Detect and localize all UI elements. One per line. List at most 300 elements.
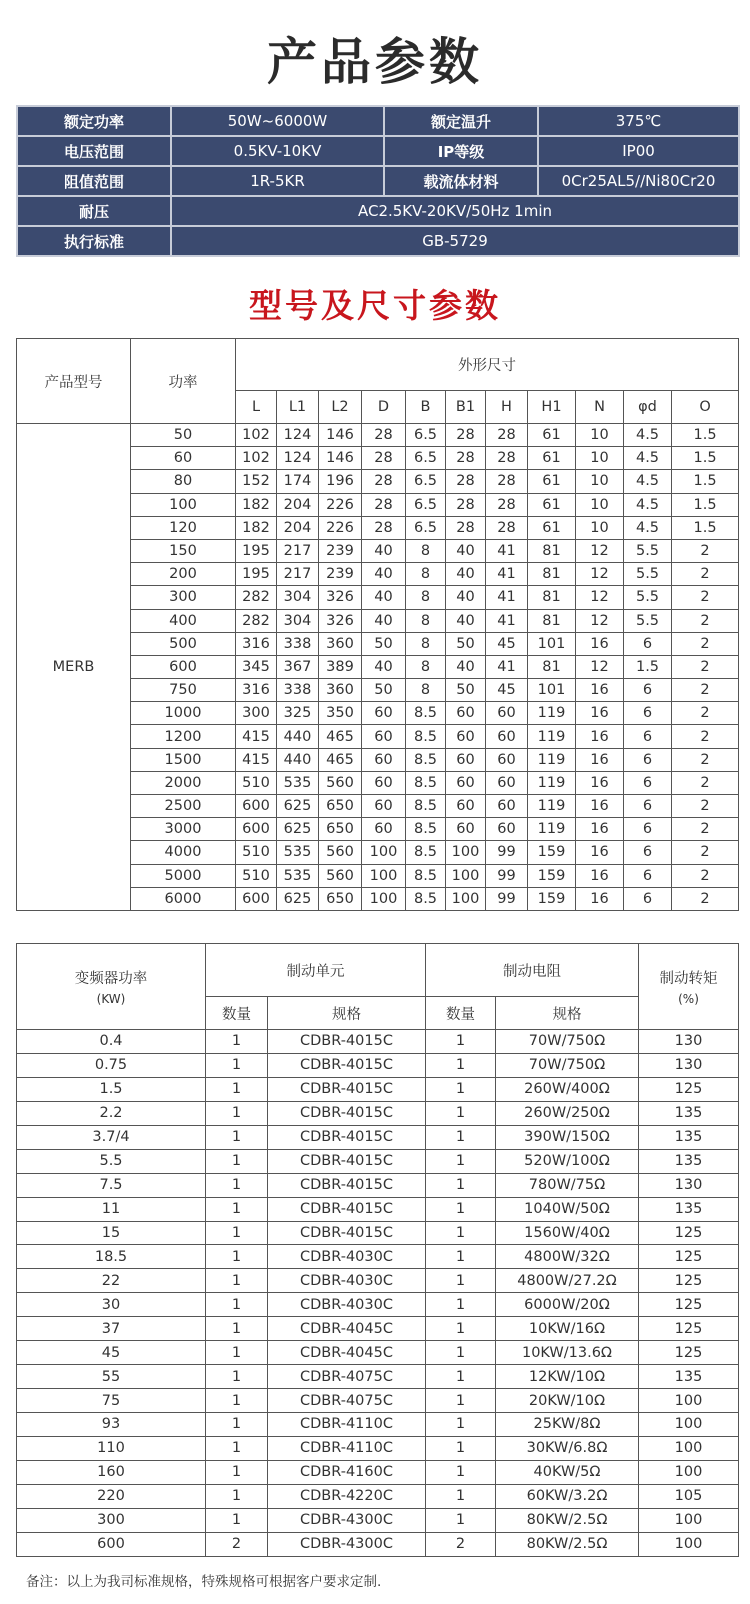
table-cell: 3.7/4 (17, 1125, 206, 1149)
table-cell: 40 (362, 586, 406, 609)
table-cell: 6 (624, 632, 672, 655)
table-cell: 125 (639, 1317, 739, 1341)
table-cell: 100 (446, 864, 486, 887)
table-cell: 1 (206, 1293, 268, 1317)
table-cell: 195 (236, 563, 277, 586)
table-cell: 60 (362, 795, 406, 818)
table-cell: 135 (639, 1149, 739, 1173)
table-cell: 16 (576, 795, 624, 818)
table-row (17, 1460, 739, 1484)
table-cell: 28 (362, 424, 406, 447)
table-cell: CDBR-4015C (268, 1030, 426, 1054)
table-cell: 1 (206, 1508, 268, 1532)
table-cell: 16 (576, 748, 624, 771)
table-cell: 28 (446, 516, 486, 539)
table-cell: 5.5 (624, 539, 672, 562)
table-cell: 440 (277, 748, 319, 771)
table-row (17, 1269, 739, 1293)
table-cell: 8.5 (406, 771, 446, 794)
table-cell: 159 (528, 841, 576, 864)
table-cell: 510 (236, 841, 277, 864)
table-cell: CDBR-4015C (268, 1125, 426, 1149)
table-cell: 55 (17, 1365, 206, 1389)
table-cell: 6.5 (406, 516, 446, 539)
table-cell: 8 (406, 563, 446, 586)
table-row (17, 136, 739, 166)
table-cell: 8 (406, 586, 446, 609)
table-cell: 119 (528, 795, 576, 818)
table-row (17, 1221, 739, 1245)
table-cell: 8 (406, 539, 446, 562)
table-cell: 465 (319, 748, 362, 771)
table-cell: 146 (319, 424, 362, 447)
table-cell: 0.5KV-10KV (171, 136, 384, 166)
column-header: L1 (277, 391, 319, 424)
table-cell: 2 (672, 887, 739, 910)
table-cell: 80 (131, 470, 236, 493)
table-cell: 125 (639, 1077, 739, 1101)
table-cell: 执行标准 (17, 226, 171, 256)
table-cell: 60 (362, 771, 406, 794)
table-row (17, 1293, 739, 1317)
table-cell: 780W/75Ω (496, 1173, 639, 1197)
section-title: 型号及尺寸参数 (249, 286, 501, 325)
table-cell: 415 (236, 748, 277, 771)
table-cell: 600 (17, 1532, 206, 1556)
table-cell: 81 (528, 609, 576, 632)
table-cell: 2 (672, 609, 739, 632)
table-cell: 50W~6000W (171, 106, 384, 136)
table-cell: 102 (236, 424, 277, 447)
table-row (17, 1149, 739, 1173)
table-row (17, 1484, 739, 1508)
table-cell: 338 (277, 632, 319, 655)
table-cell: 100 (362, 887, 406, 910)
table-cell: 260W/250Ω (496, 1101, 639, 1125)
table-cell: 6 (624, 887, 672, 910)
table-cell: 0.75 (17, 1053, 206, 1077)
table-cell: 2 (672, 679, 739, 702)
table-cell: 135 (639, 1197, 739, 1221)
table-row (17, 1030, 739, 1054)
table-cell: 2 (672, 864, 739, 887)
table-cell: 465 (319, 725, 362, 748)
table-cell: 2500 (131, 795, 236, 818)
table-cell: 4.5 (624, 493, 672, 516)
table-cell: CDBR-4015C (268, 1077, 426, 1101)
table-cell: 8 (406, 655, 446, 678)
table-cell: 1040W/50Ω (496, 1197, 639, 1221)
table-cell: 1.5 (672, 470, 739, 493)
table-cell: 8.5 (406, 748, 446, 771)
table-cell: 18.5 (17, 1245, 206, 1269)
table-cell: 6.5 (406, 447, 446, 470)
table-cell: 50 (131, 424, 236, 447)
table-cell: CDBR-4015C (268, 1053, 426, 1077)
header-qty: 数量 (426, 997, 496, 1030)
table-cell: 5.5 (624, 563, 672, 586)
table-cell: 2 (206, 1532, 268, 1556)
table-cell: 338 (277, 679, 319, 702)
table-cell: 16 (576, 702, 624, 725)
table-cell: 510 (236, 771, 277, 794)
table-cell: 304 (277, 609, 319, 632)
header-brake-unit: 制动单元 (206, 944, 426, 997)
table-cell: 367 (277, 655, 319, 678)
table-cell: 40 (362, 563, 406, 586)
table-cell: 1 (206, 1125, 268, 1149)
table-cell: 100 (362, 841, 406, 864)
column-header: D (362, 391, 406, 424)
table-cell: 40KW/5Ω (496, 1460, 639, 1484)
table-cell: 1 (426, 1484, 496, 1508)
table-cell: 2 (672, 655, 739, 678)
table-cell: 耐压 (17, 196, 171, 226)
table-cell: 345 (236, 655, 277, 678)
dimension-table (16, 338, 739, 911)
table-cell: 316 (236, 632, 277, 655)
table-cell: 110 (17, 1436, 206, 1460)
spec-table (16, 105, 740, 257)
table-cell: GB-5729 (171, 226, 739, 256)
table-cell: 326 (319, 609, 362, 632)
table-cell: 60 (486, 725, 528, 748)
table-cell: 304 (277, 586, 319, 609)
table-cell: CDBR-4300C (268, 1508, 426, 1532)
table-cell: 60 (362, 818, 406, 841)
table-cell: 152 (236, 470, 277, 493)
table-cell: 125 (639, 1269, 739, 1293)
table-cell: 40 (362, 655, 406, 678)
table-cell: 11 (17, 1197, 206, 1221)
table-cell: 119 (528, 818, 576, 841)
table-cell: 560 (319, 864, 362, 887)
table-cell: 239 (319, 539, 362, 562)
table-cell: 360 (319, 632, 362, 655)
table-cell: CDBR-4110C (268, 1413, 426, 1437)
table-cell: 135 (639, 1365, 739, 1389)
table-cell: 130 (639, 1030, 739, 1054)
table-cell: 28 (446, 493, 486, 516)
table-cell: 1 (426, 1053, 496, 1077)
table-cell: 125 (639, 1245, 739, 1269)
table-cell: 6 (624, 725, 672, 748)
table-row (17, 196, 739, 226)
table-cell: 4800W/27.2Ω (496, 1269, 639, 1293)
table-cell: 6 (624, 679, 672, 702)
table-cell: 4000 (131, 841, 236, 864)
table-cell: 1 (206, 1269, 268, 1293)
table-cell: 60 (362, 702, 406, 725)
table-cell: 12 (576, 609, 624, 632)
table-cell: 1 (426, 1341, 496, 1365)
table-cell: 50 (362, 679, 406, 702)
table-cell: 60 (446, 795, 486, 818)
table-cell: 额定功率 (17, 106, 171, 136)
table-cell: 1 (426, 1197, 496, 1221)
table-cell: 5.5 (624, 586, 672, 609)
table-cell: 6.5 (406, 470, 446, 493)
header-model: 产品型号 (17, 339, 131, 424)
table-cell: 282 (236, 609, 277, 632)
table-cell: 1.5 (672, 447, 739, 470)
table-cell: AC2.5KV-20KV/50Hz 1min (171, 196, 739, 226)
table-cell: 239 (319, 563, 362, 586)
table-cell: 125 (639, 1221, 739, 1245)
table-cell: 124 (277, 447, 319, 470)
table-cell: 100 (639, 1508, 739, 1532)
table-cell: 316 (236, 679, 277, 702)
table-cell: 326 (319, 586, 362, 609)
table-cell: 8.5 (406, 725, 446, 748)
table-cell: 28 (486, 447, 528, 470)
table-cell: 1 (426, 1077, 496, 1101)
table-cell: 2 (672, 702, 739, 725)
table-cell: 61 (528, 493, 576, 516)
table-cell: 204 (277, 516, 319, 539)
table-cell: 120 (131, 516, 236, 539)
table-cell: 8 (406, 632, 446, 655)
table-cell: 1.5 (17, 1077, 206, 1101)
table-row (17, 226, 739, 256)
table-cell: CDBR-4075C (268, 1365, 426, 1389)
table-row (17, 1053, 739, 1077)
table-cell: 0Cr25AL5//Ni80Cr20 (538, 166, 739, 196)
table-cell: 226 (319, 516, 362, 539)
column-header: B1 (446, 391, 486, 424)
table-cell: 60 (486, 702, 528, 725)
table-cell: 28 (362, 447, 406, 470)
table-cell: 41 (486, 609, 528, 632)
table-cell: CDBR-4015C (268, 1173, 426, 1197)
table-cell: 70W/750Ω (496, 1053, 639, 1077)
table-cell: 300 (236, 702, 277, 725)
table-cell: 40 (362, 539, 406, 562)
table-cell: 1 (426, 1030, 496, 1054)
table-cell: 16 (576, 818, 624, 841)
table-cell: 45 (486, 632, 528, 655)
table-cell: 40 (446, 539, 486, 562)
table-cell: 1 (426, 1269, 496, 1293)
table-cell: 2 (672, 539, 739, 562)
table-cell: 2 (672, 563, 739, 586)
table-cell: 100 (639, 1413, 739, 1437)
table-cell: 28 (486, 470, 528, 493)
table-cell: 535 (277, 841, 319, 864)
table-cell: CDBR-4045C (268, 1341, 426, 1365)
table-cell: 360 (319, 679, 362, 702)
table-cell: 8.5 (406, 702, 446, 725)
table-cell: 625 (277, 818, 319, 841)
table-cell: 45 (486, 679, 528, 702)
table-cell: 119 (528, 702, 576, 725)
table-cell: CDBR-4160C (268, 1460, 426, 1484)
table-cell: 30 (17, 1293, 206, 1317)
table-cell: 217 (277, 563, 319, 586)
table-cell: 650 (319, 887, 362, 910)
table-cell: 135 (639, 1125, 739, 1149)
table-cell: 30KW/6.8Ω (496, 1436, 639, 1460)
table-cell: 135 (639, 1101, 739, 1125)
table-cell: 220 (17, 1484, 206, 1508)
table-cell: 61 (528, 516, 576, 539)
table-cell: 226 (319, 493, 362, 516)
table-cell: 16 (576, 725, 624, 748)
table-row (17, 1436, 739, 1460)
table-cell: 560 (319, 771, 362, 794)
table-cell: 100 (639, 1532, 739, 1556)
table-cell: 1.5 (672, 424, 739, 447)
table-cell: 4.5 (624, 516, 672, 539)
header-spec: 规格 (496, 997, 639, 1030)
table-cell: 5.5 (624, 609, 672, 632)
table-cell: 520W/100Ω (496, 1149, 639, 1173)
table-cell: 8.5 (406, 818, 446, 841)
table-cell: CDBR-4045C (268, 1317, 426, 1341)
table-cell: 650 (319, 818, 362, 841)
table-cell: 182 (236, 516, 277, 539)
table-cell: 40 (446, 563, 486, 586)
table-cell: 1 (206, 1245, 268, 1269)
table-row (17, 424, 739, 447)
table-cell: 1 (426, 1460, 496, 1484)
table-row (17, 1341, 739, 1365)
table-cell: 1 (426, 1245, 496, 1269)
table-cell: 16 (576, 887, 624, 910)
header-brake-torque: 制动转矩 (%) (639, 944, 739, 1030)
table-cell: 101 (528, 632, 576, 655)
table-cell: 325 (277, 702, 319, 725)
table-cell: CDBR-4300C (268, 1532, 426, 1556)
table-cell: 1 (426, 1125, 496, 1149)
table-cell: 阻值范围 (17, 166, 171, 196)
table-cell: 196 (319, 470, 362, 493)
table-cell: 100 (639, 1460, 739, 1484)
table-cell: 41 (486, 586, 528, 609)
header-spec: 规格 (268, 997, 426, 1030)
braking-table (16, 943, 739, 1557)
table-cell: 16 (576, 632, 624, 655)
table-cell: 1 (426, 1317, 496, 1341)
table-cell: 60 (486, 795, 528, 818)
table-cell: 102 (236, 447, 277, 470)
table-cell: 28 (446, 470, 486, 493)
table-cell: 2 (672, 725, 739, 748)
table-cell: 200 (131, 563, 236, 586)
model-name: MERB (17, 424, 131, 911)
table-row (17, 106, 739, 136)
table-cell: 5.5 (17, 1149, 206, 1173)
table-cell: CDBR-4015C (268, 1221, 426, 1245)
table-cell: 2 (672, 586, 739, 609)
table-cell: 61 (528, 424, 576, 447)
table-cell: 6 (624, 702, 672, 725)
table-cell: 10 (576, 470, 624, 493)
table-cell: 1 (426, 1365, 496, 1389)
table-cell: 99 (486, 841, 528, 864)
table-cell: 500 (131, 632, 236, 655)
table-cell: 2 (672, 748, 739, 771)
table-cell: 217 (277, 539, 319, 562)
table-cell: 0.4 (17, 1030, 206, 1054)
table-cell: 4.5 (624, 470, 672, 493)
table-cell: 4800W/32Ω (496, 1245, 639, 1269)
table-cell: 1500 (131, 748, 236, 771)
table-row (17, 1413, 739, 1437)
table-cell: 60 (446, 771, 486, 794)
header-power: 功率 (131, 339, 236, 424)
table-cell: CDBR-4030C (268, 1293, 426, 1317)
footnote: 备注：以上为我司标准规格，特殊规格可根据客户要求定制. (26, 1574, 382, 1590)
table-row (17, 1101, 739, 1125)
table-row (17, 1077, 739, 1101)
table-cell: 1 (426, 1149, 496, 1173)
table-cell: 150 (131, 539, 236, 562)
table-cell: 440 (277, 725, 319, 748)
table-cell: 625 (277, 795, 319, 818)
table-row (17, 1389, 739, 1413)
table-cell: 1 (206, 1317, 268, 1341)
table-cell: 2.2 (17, 1101, 206, 1125)
table-cell: 41 (486, 539, 528, 562)
table-cell: 100 (446, 841, 486, 864)
header-qty: 数量 (206, 997, 268, 1030)
table-cell: 60KW/3.2Ω (496, 1484, 639, 1508)
table-cell: 159 (528, 864, 576, 887)
table-cell: 1 (426, 1389, 496, 1413)
table-cell: 1 (426, 1101, 496, 1125)
column-header: H (486, 391, 528, 424)
table-cell: CDBR-4015C (268, 1149, 426, 1173)
table-cell: 7.5 (17, 1173, 206, 1197)
table-cell: 2 (672, 632, 739, 655)
table-cell: 510 (236, 864, 277, 887)
table-cell: 40 (362, 609, 406, 632)
table-cell: 125 (639, 1293, 739, 1317)
table-cell: CDBR-4220C (268, 1484, 426, 1508)
table-cell: 81 (528, 539, 576, 562)
table-cell: 1.5 (624, 655, 672, 678)
table-cell: 8.5 (406, 864, 446, 887)
table-cell: 130 (639, 1173, 739, 1197)
table-cell: 2 (672, 841, 739, 864)
table-cell: 3000 (131, 818, 236, 841)
table-row (17, 1317, 739, 1341)
table-cell: 50 (446, 632, 486, 655)
table-cell: 50 (446, 679, 486, 702)
table-cell: 28 (486, 516, 528, 539)
table-cell: 60 (446, 818, 486, 841)
table-cell: IP等级 (384, 136, 538, 166)
table-cell: 16 (576, 679, 624, 702)
table-cell: 28 (362, 493, 406, 516)
page-title: 产品参数 (267, 33, 483, 91)
table-cell: 100 (131, 493, 236, 516)
table-cell: 119 (528, 748, 576, 771)
table-cell: 22 (17, 1269, 206, 1293)
table-cell: 15 (17, 1221, 206, 1245)
table-cell: 6 (624, 818, 672, 841)
table-cell: IP00 (538, 136, 739, 166)
table-cell: 625 (277, 887, 319, 910)
table-cell: 6000 (131, 887, 236, 910)
table-cell: 130 (639, 1053, 739, 1077)
table-cell: 60 (446, 748, 486, 771)
table-cell: 2 (672, 818, 739, 841)
table-cell: 160 (17, 1460, 206, 1484)
table-cell: 8.5 (406, 841, 446, 864)
table-cell: 12KW/10Ω (496, 1365, 639, 1389)
